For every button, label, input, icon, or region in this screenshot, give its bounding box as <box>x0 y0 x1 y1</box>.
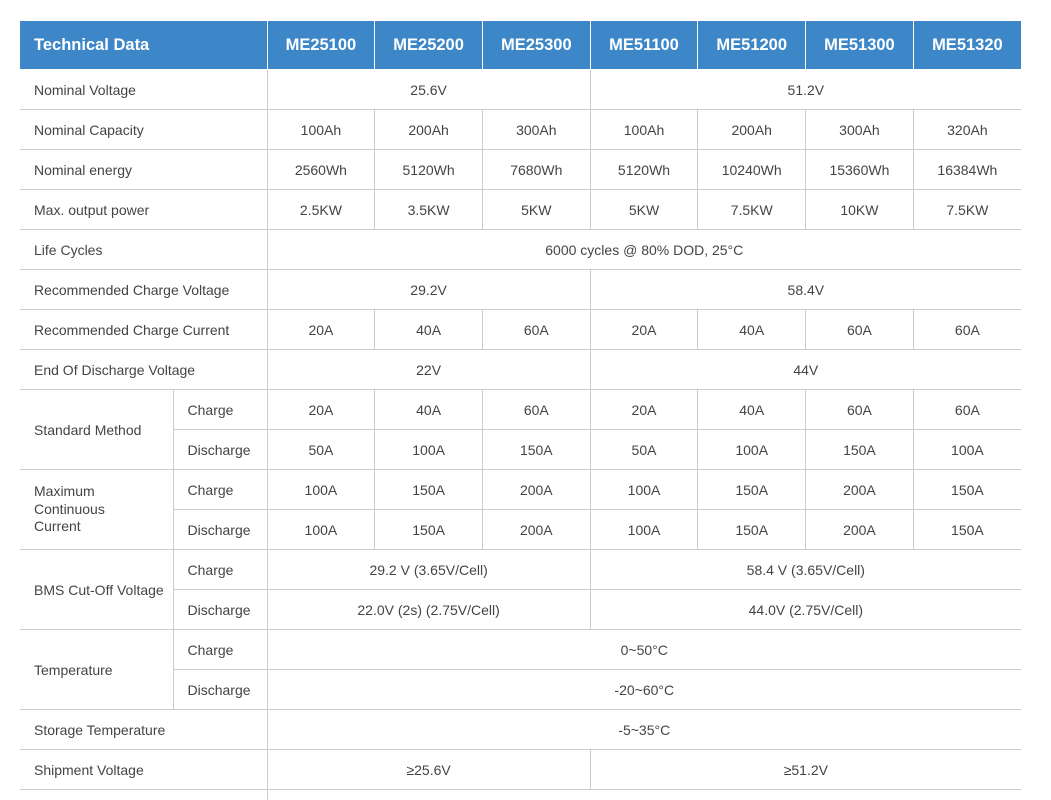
cell-value: 5120Wh <box>590 150 698 190</box>
cell-value: 40A <box>698 390 806 430</box>
header-technical-data: Technical Data <box>20 21 267 70</box>
row-label: Temperature <box>20 630 173 710</box>
cell-value: 51.2V <box>590 70 1021 110</box>
sub-label-discharge: Discharge <box>173 510 267 550</box>
cell-value: 40A <box>698 310 806 350</box>
cell-empty <box>20 790 267 800</box>
cell-value: 60A <box>806 390 914 430</box>
cell-value: 58.4 V (3.65V/Cell) <box>590 550 1021 590</box>
cell-value: 5120Wh <box>375 150 483 190</box>
sub-label-charge: Charge <box>173 630 267 670</box>
cell-value: 150A <box>375 470 483 510</box>
cell-value: 7.5KW <box>913 190 1021 230</box>
cell-value: 0~50°C <box>267 630 1021 670</box>
row-label: Recommended Charge Voltage <box>20 270 267 310</box>
header-model: ME25300 <box>482 21 590 70</box>
cell-value: 150A <box>913 470 1021 510</box>
cell-value: 60A <box>913 390 1021 430</box>
cell-value: 58.4V <box>590 270 1021 310</box>
table-row <box>20 310 1021 350</box>
cell-value: 44.0V (2.75V/Cell) <box>590 590 1021 630</box>
table-row <box>20 110 1021 150</box>
table-row <box>20 230 1021 270</box>
cell-value: 150A <box>482 430 590 470</box>
cell-value: 100Ah <box>590 110 698 150</box>
label-line: Current <box>34 518 81 535</box>
cell-value: ≥51.2V <box>590 750 1021 790</box>
header-row <box>20 21 1021 70</box>
cell-value: 300Ah <box>482 110 590 150</box>
cell-value: 20A <box>267 390 375 430</box>
row-label: Shipment Voltage <box>20 750 267 790</box>
cell-value: 150A <box>806 430 914 470</box>
label-line: Maximum <box>34 483 95 500</box>
row-label: End Of Discharge Voltage <box>20 350 267 390</box>
cell-value: 50A <box>590 430 698 470</box>
sub-label-discharge: Discharge <box>173 590 267 630</box>
sub-label-charge: Charge <box>173 390 267 430</box>
cell-value: -5~35°C <box>267 710 1021 750</box>
cell-value: 50A <box>267 430 375 470</box>
table-row-partial <box>20 790 1021 800</box>
cell-value: 40A <box>375 390 483 430</box>
table-row <box>20 750 1021 790</box>
cell-value: 3.5KW <box>375 190 483 230</box>
cell-value: 150A <box>698 510 806 550</box>
table-row <box>20 150 1021 190</box>
cell-value: 22.0V (2s) (2.75V/Cell) <box>267 590 590 630</box>
cell-value: 15360Wh <box>806 150 914 190</box>
cell-value: 100Ah <box>267 110 375 150</box>
cell-value: 60A <box>913 310 1021 350</box>
row-label: Life Cycles <box>20 230 267 270</box>
row-label-max-continuous-current <box>20 470 173 550</box>
cell-value: 200A <box>482 510 590 550</box>
table-row <box>20 550 1021 590</box>
cell-value: 2.5KW <box>267 190 375 230</box>
cell-value: ≥25.6V <box>267 750 590 790</box>
row-label: Recommended Charge Current <box>20 310 267 350</box>
header-model: ME51100 <box>590 21 698 70</box>
cell-value: 150A <box>375 510 483 550</box>
row-label: Storage Temperature <box>20 710 267 750</box>
table-row <box>20 270 1021 310</box>
cell-value: 5KW <box>482 190 590 230</box>
cell-value: 200A <box>482 470 590 510</box>
header-model: ME25100 <box>267 21 375 70</box>
table-row <box>20 190 1021 230</box>
cell-value: 100A <box>590 510 698 550</box>
cell-value: 29.2 V (3.65V/Cell) <box>267 550 590 590</box>
cell-value: 200A <box>806 470 914 510</box>
row-label: Max. output power <box>20 190 267 230</box>
cell-value: 20A <box>590 390 698 430</box>
header-model: ME51320 <box>913 21 1021 70</box>
cell-value: 40A <box>375 310 483 350</box>
spec-table-container <box>20 20 1021 800</box>
sub-label-charge: Charge <box>173 550 267 590</box>
cell-value: 100A <box>913 430 1021 470</box>
cell-value: 320Ah <box>913 110 1021 150</box>
cell-value: 20A <box>590 310 698 350</box>
cell-value: 200A <box>806 510 914 550</box>
cell-value: 150A <box>913 510 1021 550</box>
table-row <box>20 350 1021 390</box>
cell-value: -20~60°C <box>267 670 1021 710</box>
sub-label-discharge: Discharge <box>173 430 267 470</box>
row-label: Nominal energy <box>20 150 267 190</box>
cell-value: 7.5KW <box>698 190 806 230</box>
cell-value: 60A <box>482 310 590 350</box>
cell-value: 2560Wh <box>267 150 375 190</box>
cell-value: 10KW <box>806 190 914 230</box>
label-line: Continuous <box>34 500 105 517</box>
cell-value: 100A <box>267 510 375 550</box>
cell-value: 5KW <box>590 190 698 230</box>
cell-value: 6000 cycles @ 80% DOD, 25°C <box>267 230 1021 270</box>
cell-value: 200Ah <box>698 110 806 150</box>
cell-value: 10240Wh <box>698 150 806 190</box>
row-label: Standard Method <box>20 390 173 470</box>
row-label: Nominal Voltage <box>20 70 267 110</box>
table-row <box>20 630 1021 670</box>
cell-value: 44V <box>590 350 1021 390</box>
table-row <box>20 470 1021 510</box>
cell-value: 100A <box>267 470 375 510</box>
cell-value: 60A <box>482 390 590 430</box>
cell-value: 20A <box>267 310 375 350</box>
cell-value: 25.6V <box>267 70 590 110</box>
cell-value: 22V <box>267 350 590 390</box>
cell-value: 100A <box>590 470 698 510</box>
cell-value: 100A <box>375 430 483 470</box>
cell-value: 200Ah <box>375 110 483 150</box>
sub-label-charge: Charge <box>173 470 267 510</box>
header-model: ME51200 <box>698 21 806 70</box>
cell-value: 29.2V <box>267 270 590 310</box>
technical-data-table <box>20 20 1021 800</box>
cell-value: 150A <box>698 470 806 510</box>
sub-label-discharge: Discharge <box>173 670 267 710</box>
cell-empty <box>267 790 1021 800</box>
row-label: BMS Cut-Off Voltage <box>20 550 173 630</box>
row-label: Nominal Capacity <box>20 110 267 150</box>
header-model: ME51300 <box>806 21 914 70</box>
table-row <box>20 390 1021 430</box>
cell-value: 100A <box>698 430 806 470</box>
table-row <box>20 70 1021 110</box>
table-row <box>20 710 1021 750</box>
cell-value: 300Ah <box>806 110 914 150</box>
header-model: ME25200 <box>375 21 483 70</box>
cell-value: 7680Wh <box>482 150 590 190</box>
cell-value: 60A <box>806 310 914 350</box>
cell-value: 16384Wh <box>913 150 1021 190</box>
